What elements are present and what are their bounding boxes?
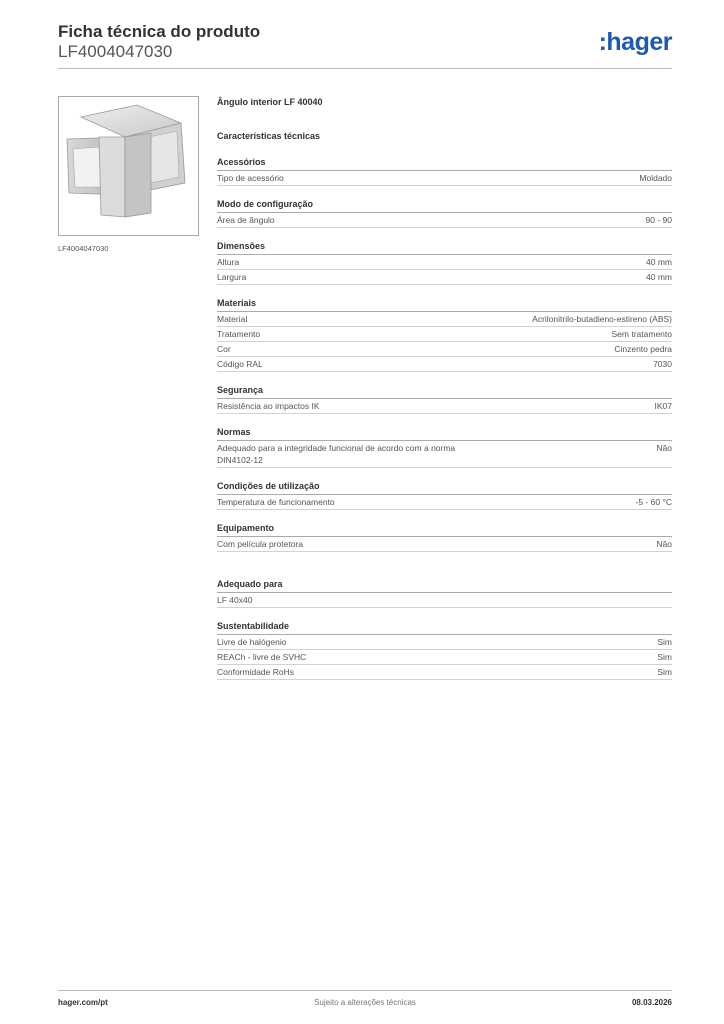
- spec-value: Sim: [657, 637, 672, 647]
- spec-label: Com película protetora: [217, 539, 303, 549]
- spec-value: 40 mm: [646, 272, 672, 282]
- spec-label: Código RAL: [217, 359, 263, 369]
- section-title: Segurança: [217, 384, 672, 399]
- spec-label: Largura: [217, 272, 247, 282]
- spec-label: Adequado para a integridade funcional de acordo com a norma DIN4102-12: [217, 443, 456, 465]
- footer-notice: Sujeito a alterações técnicas: [314, 998, 416, 1007]
- product-image: [58, 96, 199, 236]
- section-sustentabilidade: [217, 620, 672, 680]
- spec-row: [217, 650, 672, 665]
- spec-value: -5 - 60 °C: [635, 497, 672, 507]
- spec-row: [217, 270, 672, 285]
- section-dimensoes: [217, 240, 672, 285]
- spec-row: [217, 357, 672, 372]
- spec-row: [217, 342, 672, 357]
- spec-row: [217, 537, 672, 552]
- section-title: Sustentabilidade: [217, 620, 672, 635]
- spec-label: LF 40x40: [217, 595, 253, 605]
- spec-label: Área de ângulo: [217, 215, 275, 225]
- spec-label: Tratamento: [217, 329, 261, 339]
- section-title: Equipamento: [217, 522, 672, 537]
- section-title: Acessórios: [217, 156, 672, 171]
- spec-label: Altura: [217, 257, 240, 267]
- hager-logo: :hager: [598, 28, 672, 56]
- spec-label: REACh - livre de SVHC: [217, 652, 307, 662]
- spec-value: Não: [656, 443, 672, 453]
- spec-value: Sim: [657, 667, 672, 677]
- spec-label: Conformidade RoHs: [217, 667, 295, 677]
- section-modo-configuracao: [217, 198, 672, 228]
- section-condicoes-utilizacao: [217, 480, 672, 510]
- spec-value: Cinzento pedra: [614, 344, 672, 354]
- footer-date: 08.03.2026: [631, 998, 672, 1007]
- spec-row: [217, 665, 672, 680]
- spec-label: Livre de halógenio: [217, 637, 287, 647]
- spec-row: [217, 441, 672, 468]
- spec-label: Resistência ao impactos IK: [217, 401, 320, 411]
- section-title: Dimensões: [217, 240, 672, 255]
- specs-content: [217, 96, 672, 680]
- section-title: Modo de configuração: [217, 198, 672, 213]
- section-seguranca: [217, 384, 672, 414]
- spec-value: IK07: [654, 401, 672, 411]
- section-adequado-para: [217, 578, 672, 608]
- spec-row: [217, 399, 672, 414]
- spec-label: Cor: [217, 344, 231, 354]
- section-normas: [217, 426, 672, 468]
- spec-value: Moldado: [639, 173, 672, 183]
- spec-label: Temperatura de funcionamento: [217, 497, 335, 507]
- spec-value: Sim: [657, 652, 672, 662]
- section-title: Condições de utilização: [217, 480, 672, 495]
- footer-divider: [58, 990, 672, 991]
- section-materiais: [217, 297, 672, 372]
- spec-row: [217, 635, 672, 650]
- spec-row: [217, 327, 672, 342]
- spec-value: 7030: [653, 359, 672, 369]
- spec-row: [217, 593, 672, 608]
- page-title: Ficha técnica do produto: [58, 22, 261, 41]
- spec-label: Material: [217, 314, 248, 324]
- spec-label: Tipo de acessório: [217, 173, 284, 183]
- technical-characteristics-heading: Características técnicas: [217, 131, 321, 141]
- spec-value: Sem tratamento: [611, 329, 672, 339]
- footer-website-link[interactable]: hager.com/pt: [58, 998, 108, 1007]
- spec-row: [217, 312, 672, 327]
- interior-angle-product-illustration: [59, 97, 198, 235]
- spec-value: 90 - 90: [645, 215, 672, 225]
- section-equipamento: [217, 522, 672, 552]
- page-header: [58, 22, 672, 70]
- image-caption: LF4004047030: [58, 244, 109, 253]
- spec-row: [217, 171, 672, 186]
- spec-value: Não: [656, 539, 672, 549]
- spec-value: Acrilonitrilo-butadieno-estireno (ABS): [532, 314, 672, 324]
- page-footer: [58, 996, 672, 1010]
- product-code-heading: LF4004047030: [58, 42, 173, 61]
- section-acessorios: [217, 156, 672, 186]
- spec-value: 40 mm: [646, 257, 672, 267]
- section-title: Normas: [217, 426, 672, 441]
- section-title: Materiais: [217, 297, 672, 312]
- spec-row: [217, 255, 672, 270]
- spec-row: [217, 213, 672, 228]
- section-title: Adequado para: [217, 578, 672, 593]
- spec-row: [217, 495, 672, 510]
- product-name: Ângulo interior LF 40040: [217, 97, 323, 107]
- header-divider: [58, 68, 672, 69]
